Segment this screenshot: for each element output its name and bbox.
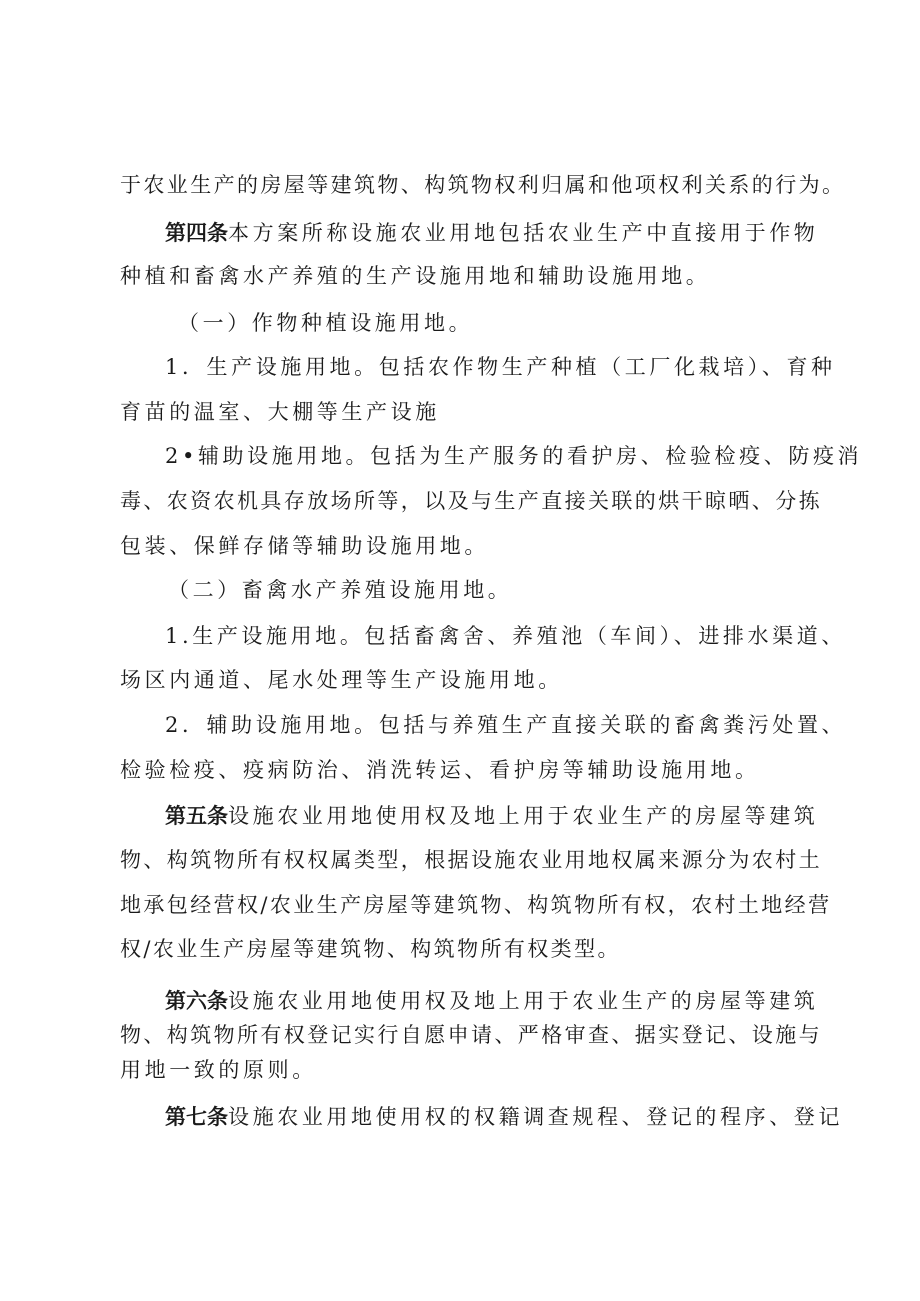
article-5-line: [165, 805, 818, 827]
article-4-line: 种植和畜禽水产养殖的生产设施用地和辅助设施用地。: [120, 264, 711, 288]
article-6-text: 设施农业用地使用权及地上用于农业生产的房屋等建筑: [228, 989, 819, 1013]
article-4-text: 本方案所称设施农业用地包括农业生产中直接用于作物: [228, 221, 819, 245]
article-6-line: 用地一致的原则。: [120, 1058, 317, 1082]
section-1-item-1: 1．生产设施用地。包括农作物生产种植（工厂化栽培）、育种: [165, 355, 836, 379]
article-6-line: 物、构筑物所有权登记实行自愿申请、严格审查、据实登记、设施与: [120, 1023, 822, 1047]
article-5-line: 物、构筑物所有权权属类型，根据设施农业用地权属来源分为农村土: [120, 848, 822, 872]
section-1-item-1: 育苗的温室、大棚等生产设施: [120, 400, 440, 424]
article-4-heading: 第四条: [165, 220, 228, 245]
article-4-line: [165, 222, 818, 244]
article-5-heading: 第五条: [165, 803, 228, 828]
paragraph-line: 于农业生产的房屋等建筑物、构筑物权利归属和他项权利关系的行为。: [120, 173, 846, 197]
section-2-title: （二）畜禽水产养殖设施用地。: [168, 578, 513, 602]
section-2-item-1: 1.生产设施用地。包括畜禽舍、养殖池（车间）、进排水渠道、: [165, 624, 846, 648]
section-1-item-2: 毒、农资农机具存放场所等，以及与生产直接关联的烘干晾晒、分拣: [120, 489, 822, 513]
article-5-text: 设施农业用地使用权及地上用于农业生产的房屋等建筑: [228, 804, 819, 828]
section-1-item-2: 2•辅助设施用地。包括为生产服务的看护房、检验检疫、防疫消: [165, 444, 863, 468]
section-1-title: （一）作物种植设施用地。: [178, 311, 474, 335]
article-5-line: 权/农业生产房屋等建筑物、构筑物所有权类型。: [120, 937, 621, 961]
article-7-text: 设施农业用地使用权的权籍调查规程、登记的程序、登记: [228, 1105, 843, 1129]
article-7-heading: 第七条: [165, 1104, 228, 1129]
section-2-item-2: 2．辅助设施用地。包括与养殖生产直接关联的畜禽粪污处置、: [165, 713, 847, 737]
section-2-item-1: 场区内通道、尾水处理等生产设施用地。: [120, 668, 563, 692]
article-6-line: [165, 990, 818, 1012]
article-6-heading: 第六条: [165, 988, 228, 1013]
section-2-item-2: 检验检疫、疫病防治、消洗转运、看护房等辅助设施用地。: [120, 758, 760, 782]
article-7-line: [165, 1106, 843, 1128]
article-5-line: 地承包经营权/农业生产房屋等建筑物、构筑物所有权，农村土地经营: [120, 893, 832, 917]
section-1-item-2: 包装、保鲜存储等辅助设施用地。: [120, 534, 489, 558]
